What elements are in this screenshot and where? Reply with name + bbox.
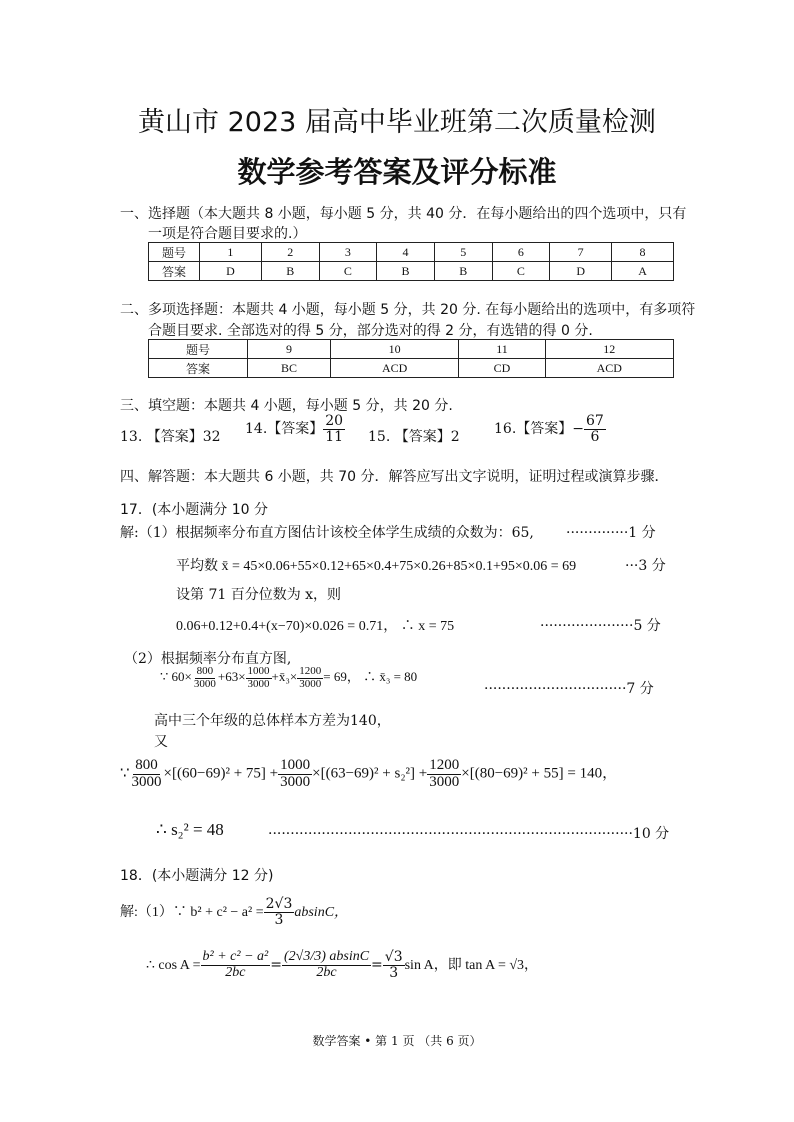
table-cell: 6	[492, 243, 550, 262]
table-cell: 12	[545, 340, 673, 359]
fraction-numerator: 800	[135, 757, 158, 773]
table-cell: 题号	[149, 243, 200, 262]
score-mark: ···3 分	[625, 558, 666, 574]
fraction-denominator: 3	[389, 964, 399, 981]
fraction-numerator: √3	[384, 949, 403, 965]
fraction-denominator: 3000	[299, 677, 322, 690]
score-mark: ································7 分	[484, 681, 654, 697]
table-cell: 3	[319, 243, 377, 262]
math-text: = 69， ∴ x̄₃ = 80	[323, 669, 418, 685]
answer-14	[245, 414, 345, 444]
fraction-denominator: 2bc	[316, 964, 337, 980]
math-text: sin A，即 tan A = √3，	[404, 958, 539, 974]
q18-header: 18．(本小题满分 12 分)	[120, 868, 274, 884]
fraction-numerator: 20	[325, 413, 344, 429]
math-text: ∴ cos A =	[146, 958, 201, 974]
table-cell: 9	[248, 340, 331, 359]
q17-header: 17．(本小题满分 10 分	[120, 502, 268, 518]
document-title: 黄山市 2023 届高中毕业班第二次质量检测	[138, 107, 656, 138]
math-text: +x̄₃×	[271, 669, 298, 685]
multi-choice-answer-table	[148, 339, 674, 378]
table-row	[149, 340, 674, 359]
answer-16	[494, 414, 606, 444]
table-cell: CD	[459, 359, 545, 378]
fraction-denominator: 3	[274, 911, 284, 928]
fraction-denominator: 3000	[131, 773, 162, 790]
table-cell: D	[200, 262, 262, 281]
fraction-denominator: 6	[590, 428, 600, 445]
score-mark: ·····················5 分	[540, 618, 661, 634]
section1-heading: 一、选择题（本大题共 8 小题，每小题 5 分，共 40 分．在每小题给出的四个选项中，只有	[120, 206, 687, 222]
answer-16-label: 16.【答案】−	[494, 421, 584, 438]
answer-15: 15. 【答案】2	[368, 429, 460, 445]
table-cell: 1	[200, 243, 262, 262]
answer-13: 13. 【答案】32	[120, 429, 221, 445]
math-text: 解:（1）∵ b² + c² − a² =	[120, 905, 264, 921]
fraction-numerator: 1000	[247, 665, 270, 677]
table-row	[149, 262, 674, 281]
fraction-numerator: 67	[586, 413, 604, 429]
q17-line10: ∴ s₂² = 48	[156, 820, 224, 839]
table-cell: 题号	[149, 340, 248, 359]
fraction-denominator: 3000	[247, 677, 270, 690]
fraction-denominator: 3000	[193, 677, 216, 690]
fraction-numerator: 1200	[429, 757, 460, 773]
section1-heading-cont: 一项是符合题目要求的.）	[148, 226, 307, 242]
section2-heading: 二、多项选择题：本题共 4 小题，每小题 5 分，共 20 分. 在每小题给出的选项中，有多项符	[120, 302, 696, 318]
choice-answer-table	[148, 242, 674, 281]
math-text: ∵	[120, 765, 130, 782]
table-cell: C	[492, 262, 550, 281]
q17-line6	[160, 666, 417, 690]
table-cell: 7	[550, 243, 612, 262]
section2-heading-cont: 合题目要求. 全部选对的得 5 分，部分选对的得 2 分，有选错的得 0 分.	[148, 323, 593, 339]
math-text: +63×	[217, 669, 246, 685]
table-row	[149, 243, 674, 262]
table-cell: 11	[459, 340, 545, 359]
table-cell: B	[261, 262, 319, 281]
table-cell: 5	[434, 243, 492, 262]
q18-line2	[146, 950, 538, 980]
table-cell: ACD	[330, 359, 458, 378]
math-text: =	[270, 957, 282, 974]
table-cell: 答案	[149, 262, 200, 281]
section4-heading: 四、解答题：本大题共 6 小题，共 70 分．解答应写出文字说明，证明过程或演算步骤．	[120, 469, 669, 485]
table-cell: BC	[248, 359, 331, 378]
q17-line1: 解:（1）根据频率分布直方图估计该校全体学生成绩的众数为：65,	[120, 525, 534, 541]
q17-line2: 平均数 x̄ = 45×0.06+55×0.12+65×0.4+75×0.26+85×0.1+95×0.06 = 69	[176, 559, 577, 574]
table-cell: D	[550, 262, 612, 281]
section3-heading: 三、填空题：本题共 4 小题，每小题 5 分，共 20 分.	[120, 398, 453, 414]
table-cell: B	[377, 262, 435, 281]
q17-line3: 设第 71 百分位数为 x，则	[176, 587, 342, 603]
table-cell: ACD	[545, 359, 673, 378]
table-cell: 2	[261, 243, 319, 262]
table-cell: 8	[612, 243, 674, 262]
fraction-denominator: 11	[325, 428, 344, 445]
fraction-numerator: 1000	[280, 757, 311, 773]
fraction-numerator: 1200	[299, 665, 322, 677]
table-cell: 答案	[149, 359, 248, 378]
table-cell: B	[434, 262, 492, 281]
answer-14-label: 14.【答案】	[245, 421, 324, 438]
fraction-denominator: 2bc	[225, 964, 246, 980]
q17-line9	[120, 758, 617, 791]
table-row	[149, 359, 674, 378]
math-text: ∵ 60×	[160, 669, 192, 685]
q17-line4: 0.06+0.12+0.4+(x−70)×0.026 = 0.71， ∴ x = 75	[176, 619, 455, 634]
q17-line8: 又	[154, 734, 168, 750]
score-mark: ··················································································10 分	[268, 826, 670, 842]
math-text: ×[(63−69)² + s₂²] +	[312, 765, 428, 782]
math-text: absinC，	[294, 905, 349, 921]
table-cell: 10	[330, 340, 458, 359]
score-mark: ··············1 分	[566, 525, 656, 541]
document-subtitle: 数学参考答案及评分标准	[237, 155, 557, 189]
table-cell: 4	[377, 243, 435, 262]
q17-line5: （2）根据频率分布直方图,	[124, 651, 292, 667]
q17-line7: 高中三个年级的总体样本方差为140，	[154, 713, 391, 729]
page-footer: 数学答案 • 第 1 页 （共 6 页）	[312, 1034, 482, 1048]
table-cell: A	[612, 262, 674, 281]
fraction-numerator: b² + c² − a²	[202, 949, 269, 964]
fraction-denominator: 3000	[280, 773, 311, 790]
table-cell: C	[319, 262, 377, 281]
q18-line1	[120, 897, 348, 927]
math-text: =	[371, 957, 383, 974]
fraction-numerator: (2√3/3) absinC	[283, 949, 370, 964]
math-text: ×[(60−69)² + 75] +	[163, 765, 279, 782]
fraction-numerator: 800	[196, 665, 214, 677]
math-text: ×[(80−69)² + 55] = 140，	[461, 765, 618, 782]
fraction-denominator: 3000	[429, 773, 460, 790]
fraction-numerator: 2√3	[265, 896, 293, 912]
